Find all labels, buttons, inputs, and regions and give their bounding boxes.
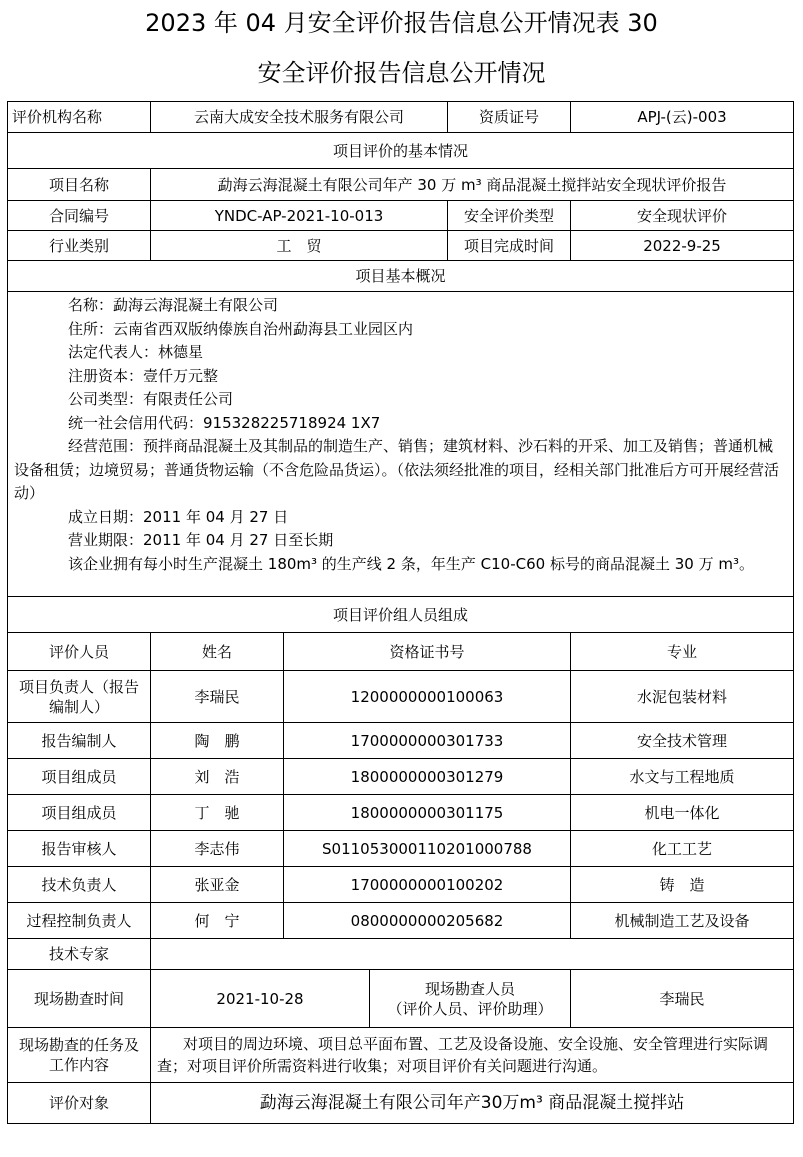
team-major: 化工工艺	[571, 831, 794, 867]
team-cert: 1700000000301733	[284, 723, 571, 759]
survey-time-value: 2021-10-28	[151, 970, 370, 1028]
team-cert: 0800000000205682	[284, 903, 571, 939]
team-major: 机电一体化	[571, 795, 794, 831]
overview-line: 统一社会信用代码：915328225718924 1X7	[68, 413, 381, 432]
overview-line: 该企业拥有每小时生产混凝土 180m³ 的生产线 2 条，年生产 C10-C60 标号的商品混凝土 30 万 m³。	[68, 554, 754, 573]
overview-line: 营业期限：2011 年 04 月 27 日至长期	[68, 531, 334, 549]
industry-label: 行业类别	[8, 231, 151, 261]
team-header-major: 专业	[571, 633, 794, 671]
org-value: 云南大成安全技术服务有限公司	[151, 102, 448, 133]
overview-line: 注册资本：壹仟万元整	[68, 366, 219, 385]
team-role: 技术负责人	[8, 867, 151, 903]
team-major: 水泥包装材料	[571, 671, 794, 723]
table-row	[8, 903, 794, 939]
team-cert: 1800000000301175	[284, 795, 571, 831]
team-role: 项目组成员	[8, 759, 151, 795]
target-label: 评价对象	[8, 1083, 151, 1124]
survey-staff-value: 李瑞民	[571, 970, 794, 1028]
team-cert: 1800000000301279	[284, 759, 571, 795]
team-section-title: 项目评价组人员组成	[8, 597, 794, 633]
org-label: 评价机构名称	[8, 102, 151, 133]
team-role: 项目组成员	[8, 795, 151, 831]
table-row	[8, 671, 794, 723]
target-value: 勐海云海混凝土有限公司年产30万m³ 商品混凝土搅拌站	[151, 1083, 794, 1124]
eval-type-value: 安全现状评价	[571, 201, 794, 231]
team-name: 刘 浩	[151, 759, 284, 795]
team-header-role: 评价人员	[8, 633, 151, 671]
overview-content	[8, 292, 794, 597]
table-row	[8, 867, 794, 903]
basic-section-title: 项目评价的基本情况	[8, 133, 794, 169]
team-name: 陶 鹏	[151, 723, 284, 759]
info-table	[7, 101, 794, 1124]
expert-label: 技术专家	[8, 939, 151, 970]
team-cert: S011053000110201000788	[284, 831, 571, 867]
table-row	[8, 795, 794, 831]
contract-label: 合同编号	[8, 201, 151, 231]
overview-line: 公司类型：有限责任公司	[68, 390, 234, 408]
table-row	[8, 759, 794, 795]
team-header-cert: 资格证书号	[284, 633, 571, 671]
team-name: 何 宁	[151, 903, 284, 939]
team-role: 报告审核人	[8, 831, 151, 867]
team-name: 张亚金	[151, 867, 284, 903]
team-role: 过程控制负责人	[8, 903, 151, 939]
team-major: 铸 造	[571, 867, 794, 903]
project-name-label: 项目名称	[8, 169, 151, 201]
overview-line: 住所：云南省西双版纳傣族自治州勐海县工业园区内	[68, 319, 414, 338]
overview-section-title: 项目基本概况	[8, 261, 794, 292]
document-title: 2023 年 04 月安全评价报告信息公开情况表 30	[145, 9, 658, 37]
overview-line: 法定代表人：林德星	[68, 343, 204, 361]
table-row	[8, 723, 794, 759]
cert-value: APJ-(云)-003	[571, 102, 794, 133]
team-major: 水文与工程地质	[571, 759, 794, 795]
overview-line: 成立日期：2011 年 04 月 27 日	[68, 507, 289, 526]
survey-task-text: 对项目的周边环境、项目总平面布置、工艺及设备设施、安全设施、安全管理进行实际调查；对项目评价所需资料进行收集；对项目评价有关问题进行沟通。	[157, 1035, 769, 1075]
expert-value	[151, 939, 794, 970]
survey-task-value	[151, 1028, 794, 1083]
contract-value: YNDC-AP-2021-10-013	[151, 201, 448, 231]
industry-value: 工 贸	[151, 231, 448, 261]
team-cert: 1700000000100202	[284, 867, 571, 903]
team-role: 报告编制人	[8, 723, 151, 759]
team-role: 项目负责人（报告编制人）	[8, 671, 151, 723]
team-major: 安全技术管理	[571, 723, 794, 759]
team-name: 李志伟	[151, 831, 284, 867]
cert-label: 资质证号	[448, 102, 571, 133]
project-name-value: 勐海云海混凝土有限公司年产 30 万 m³ 商品混凝土搅拌站安全现状评价报告	[151, 169, 794, 201]
survey-staff-label	[370, 970, 571, 1028]
survey-staff-label-line1: 现场勘查人员	[425, 979, 516, 998]
overview-line: 经营范围：预拌商品混凝土及其制品的制造生产、销售；建筑材料、沙石料的开采、加工及销售；普通机械设备租赁；边境贸易；普通货物运输（不含危险品货运）。（依法须经批准的项目，经相关部门批准后方可开展经营活动）	[14, 437, 780, 502]
team-name: 丁 驰	[151, 795, 284, 831]
survey-staff-label-line2: （评价人员、评价助理）	[387, 999, 553, 1018]
table-row	[8, 831, 794, 867]
team-header-name: 姓名	[151, 633, 284, 671]
survey-time-label: 现场勘查时间	[8, 970, 151, 1028]
document-subtitle: 安全评价报告信息公开情况	[257, 59, 546, 87]
eval-type-label: 安全评价类型	[448, 201, 571, 231]
team-cert: 1200000000100063	[284, 671, 571, 723]
overview-line: 名称：勐海云海混凝土有限公司	[68, 296, 279, 314]
team-major: 机械制造工艺及设备	[571, 903, 794, 939]
finish-label: 项目完成时间	[448, 231, 571, 261]
team-name: 李瑞民	[151, 671, 284, 723]
survey-task-label: 现场勘查的任务及工作内容	[8, 1028, 151, 1083]
finish-value: 2022-9-25	[571, 231, 794, 261]
